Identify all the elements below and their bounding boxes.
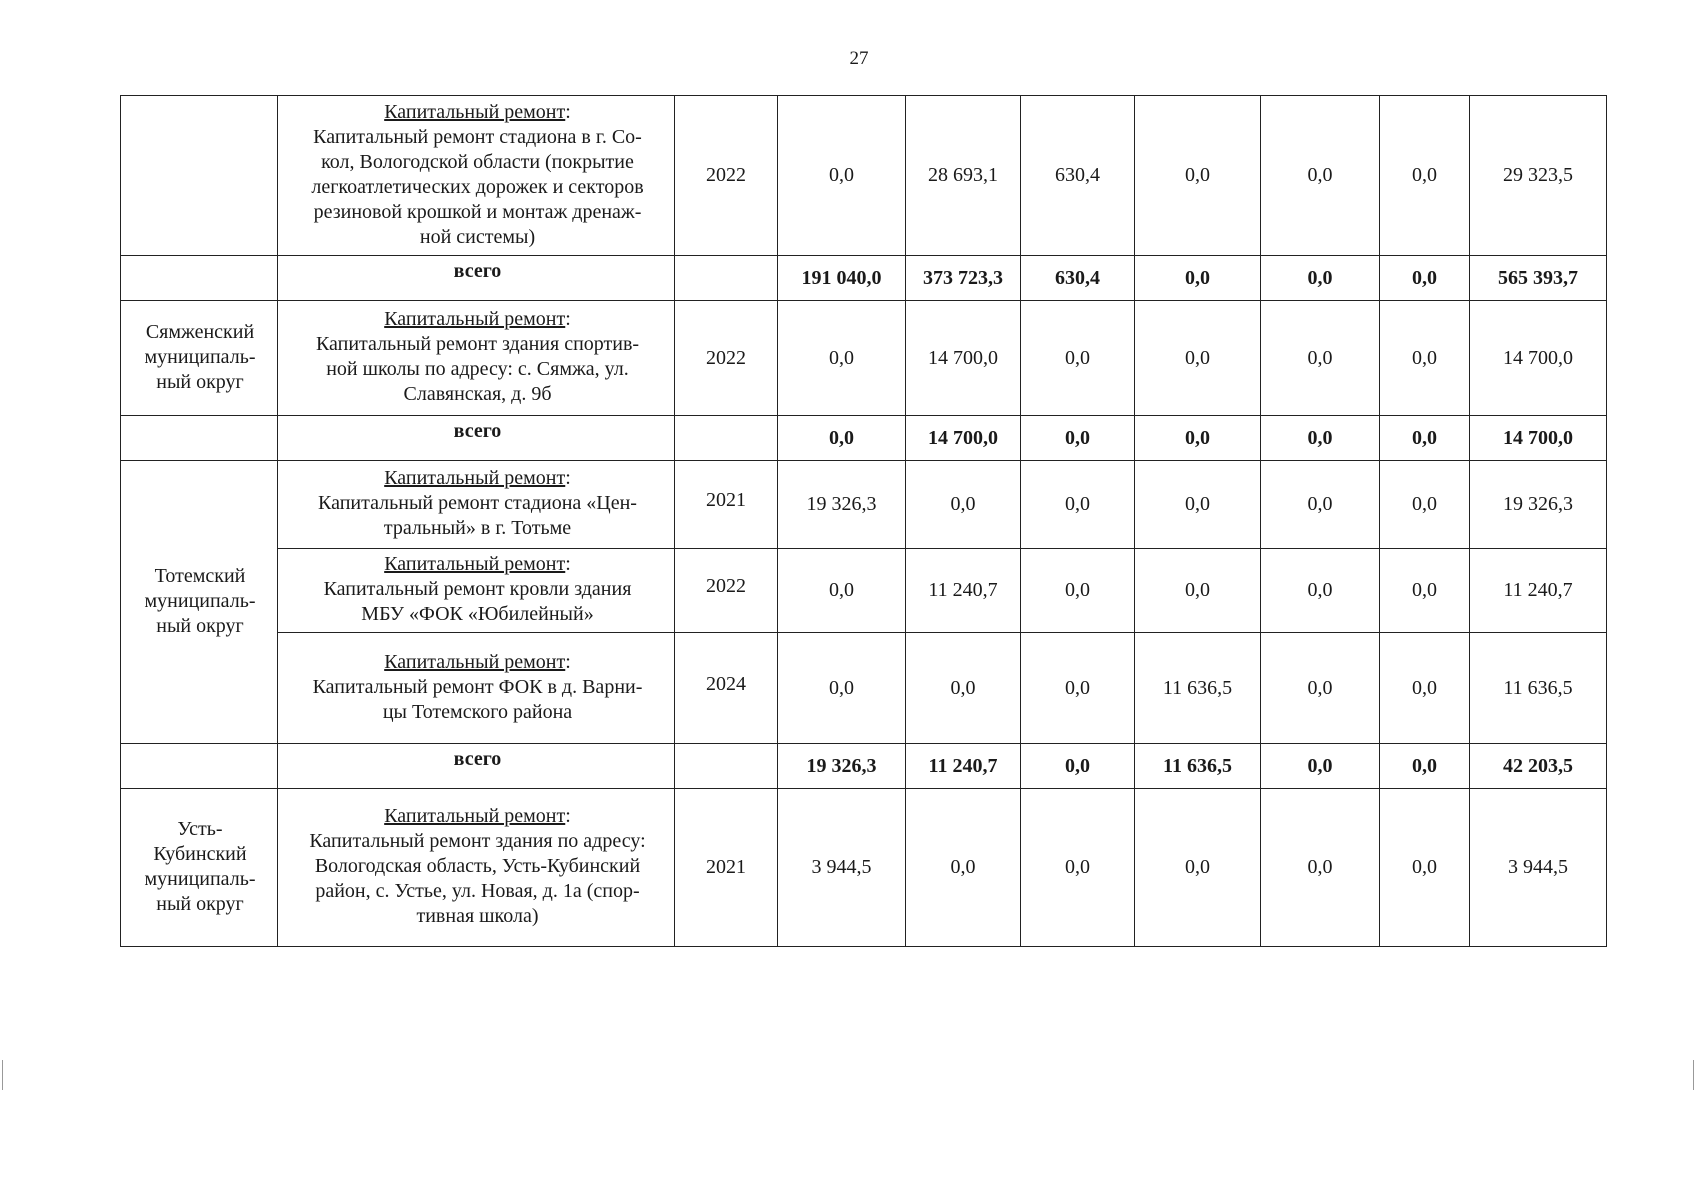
description-line: цы Тотемского района [382,700,573,723]
year-value-2: 11 240,7 [906,744,1021,789]
project-row [121,549,1607,633]
region-name-line: Кубинский [153,842,247,865]
year-value-4: 0,0 [1135,549,1261,633]
total-label: всего [453,748,502,770]
total-label-cell [278,416,675,461]
year-value-3: 630,4 [1021,256,1135,301]
description-cell: Капитальный ремонт: Капитальный ремонт здания по адресу: Вологодская область, Усть-Кубинский район, с. Устье, ул. Новая, д. 1а (спор- тивная школа) [278,789,675,947]
year-value-5: 0,0 [1261,256,1380,301]
description-line: Капитальный ремонт здания спортив- [315,333,640,355]
row-total-value: 19 326,3 [1470,461,1607,549]
year-value-5: 0,0 [1261,789,1380,947]
year-value-2: 0,0 [906,789,1021,947]
year-value-6: 0,0 [1380,416,1470,461]
description-line: Капитальный ремонт стадиона «Цен- [318,492,637,514]
year-value-1: 0,0 [778,549,906,633]
description-line: Капитальный ремонт стадиона в г. Со- [313,125,642,148]
year-value-5: 0,0 [1261,633,1380,744]
year-value-2: 373 723,3 [906,256,1021,301]
year-value-4: 0,0 [1135,96,1261,256]
year-value-1: 0,0 [778,301,906,416]
row-total-value: 14 700,0 [1470,301,1607,416]
year-value-4: 0,0 [1135,789,1261,947]
year-value-4: 0,0 [1135,301,1261,416]
year-value-3: 0,0 [1021,789,1135,947]
project-row [121,633,1607,744]
region-cell [121,256,278,301]
year-value-6: 0,0 [1380,301,1470,416]
description-cell: Капитальный ремонт: Капитальный ремонт кровли здания МБУ «ФОК «Юбилейный» [278,549,675,633]
year-value-4: 11 636,5 [1135,744,1261,789]
year-cell: 2024 [675,633,778,744]
row-total-value: 11 240,7 [1470,549,1607,633]
region-cell [121,301,278,416]
year-value-3: 0,0 [1021,461,1135,549]
year-value-5: 0,0 [1261,301,1380,416]
row-total-value: 42 203,5 [1470,744,1607,789]
year-value-6: 0,0 [1380,744,1470,789]
year-value-2: 0,0 [906,461,1021,549]
region-name-line: муниципаль- [144,345,256,368]
year-value-3: 0,0 [1021,633,1135,744]
region-name-line: ный округ [156,892,244,915]
year-value-2: 28 693,1 [906,96,1021,256]
year-value-6: 0,0 [1380,633,1470,744]
year-cell: 2022 [675,96,778,256]
year-value-6: 0,0 [1380,461,1470,549]
year-value-4: 11 636,5 [1135,633,1261,744]
total-row [121,744,1607,789]
description-line: район, с. Устье, ул. Новая, д. 1а (спор- [315,880,640,902]
region-cell [121,416,278,461]
year-value-6: 0,0 [1380,256,1470,301]
region-name-line: Усть- [177,817,223,840]
year-value-3: 0,0 [1021,416,1135,461]
scan-edge-mark-right [1693,1060,1694,1090]
description-line: Вологодская область, Усть-Кубинский [314,855,641,877]
work-type-title: Капитальный ремонт [384,650,566,673]
year-value-1: 0,0 [778,633,906,744]
project-row [121,301,1607,416]
description-line: МБУ «ФОК «Юбилейный» [361,603,594,625]
year-value-1: 3 944,5 [778,789,906,947]
row-total-value: 3 944,5 [1470,789,1607,947]
year-cell: 2021 [675,789,778,947]
year-value-4: 0,0 [1135,256,1261,301]
total-label: всего [453,260,502,282]
budget-table [120,95,1607,947]
year-value-6: 0,0 [1380,96,1470,256]
year-value-6: 0,0 [1380,549,1470,633]
description-line: ной системы) [419,225,536,248]
region-cell [121,789,278,947]
region-cell [121,96,278,256]
year-value-2: 14 700,0 [906,416,1021,461]
year-value-6: 0,0 [1380,789,1470,947]
page-number: 27 [849,48,869,69]
region-cell [121,461,278,744]
description-cell: Капитальный ремонт: Капитальный ремонт ФОК в д. Варни- цы Тотемского района [278,633,675,744]
total-label-cell [278,256,675,301]
row-total-value: 565 393,7 [1470,256,1607,301]
year-value-5: 0,0 [1261,461,1380,549]
project-row [121,789,1607,947]
total-label: всего [453,420,502,442]
total-row [121,256,1607,301]
year-cell: 2021 [675,461,778,549]
row-total-value: 11 636,5 [1470,633,1607,744]
year-value-2: 11 240,7 [906,549,1021,633]
description-line: кол, Вологодской области (покрытие [321,150,634,173]
year-value-4: 0,0 [1135,416,1261,461]
description-line: Капитальный ремонт кровли здания [323,578,632,600]
description-line: Славянская, д. 9б [403,383,552,405]
year-value-3: 0,0 [1021,301,1135,416]
total-label-cell [278,744,675,789]
project-row [121,461,1607,549]
year-value-1: 0,0 [778,96,906,256]
description-line: тральный» в г. Тотьме [383,517,572,539]
year-value-1: 0,0 [778,416,906,461]
work-type-title: Капитальный ремонт [384,467,566,489]
region-name-line: муниципаль- [144,589,256,612]
year-value-5: 0,0 [1261,744,1380,789]
description-line: Капитальный ремонт здания по адресу: [309,830,646,852]
description-cell: Капитальный ремонт: Капитальный ремонт стадиона в г. Со- кол, Вологодской области (покрытие легкоатлетических дорожек и секторов резиновой крошкой и монтаж дренаж- ной системы) [278,96,675,256]
region-name-line: муниципаль- [144,867,256,890]
year-value-5: 0,0 [1261,549,1380,633]
year-value-3: 0,0 [1021,744,1135,789]
year-value-1: 19 326,3 [778,461,906,549]
description-line: ной школы по адресу: с. Сямжа, ул. [326,358,629,380]
region-name-line: ный округ [156,370,244,393]
region-name-line: Тотемский [154,564,246,587]
year-value-2: 0,0 [906,633,1021,744]
year-value-5: 0,0 [1261,96,1380,256]
project-row [121,96,1607,256]
year-value-1: 191 040,0 [778,256,906,301]
work-type-title: Капитальный ремонт [384,100,566,123]
year-value-1: 19 326,3 [778,744,906,789]
year-value-2: 14 700,0 [906,301,1021,416]
scan-edge-mark-left [2,1060,3,1090]
description-line: Капитальный ремонт ФОК в д. Варни- [312,675,643,698]
year-cell [675,256,778,301]
year-value-3: 630,4 [1021,96,1135,256]
region-cell [121,744,278,789]
description-line: резиновой крошкой и монтаж дренаж- [313,200,642,223]
year-cell: 2022 [675,549,778,633]
year-cell [675,416,778,461]
description-cell: Капитальный ремонт: Капитальный ремонт стадиона «Цен- тральный» в г. Тотьме [278,461,675,549]
region-name-line: ный округ [156,614,244,637]
description-cell: Капитальный ремонт: Капитальный ремонт здания спортив- ной школы по адресу: с. Сямжа, ул. Славянская, д. 9б [278,301,675,416]
year-cell [675,744,778,789]
description-line: тивная школа) [416,905,539,927]
year-cell: 2022 [675,301,778,416]
row-total-value: 14 700,0 [1470,416,1607,461]
work-type-title: Капитальный ремонт [384,805,566,827]
total-row [121,416,1607,461]
row-total-value: 29 323,5 [1470,96,1607,256]
work-type-title: Капитальный ремонт [384,308,566,330]
description-line: легкоатлетических дорожек и секторов [311,175,644,198]
year-value-3: 0,0 [1021,549,1135,633]
region-name-line: Сямженский [145,320,255,343]
work-type-title: Капитальный ремонт [384,553,566,575]
year-value-4: 0,0 [1135,461,1261,549]
year-value-5: 0,0 [1261,416,1380,461]
